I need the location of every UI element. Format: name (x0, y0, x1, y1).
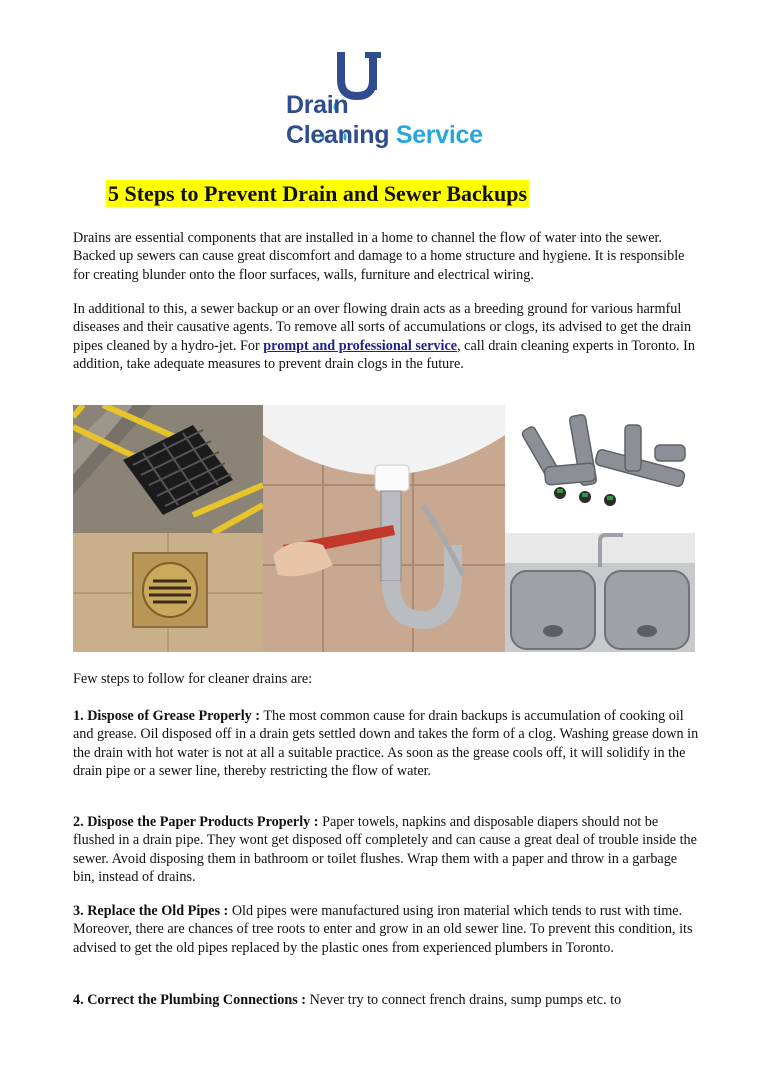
logo-line-1: Drain (286, 91, 349, 119)
professional-service-link[interactable]: prompt and professional service (263, 337, 458, 354)
second-paragraph (73, 300, 699, 373)
second-paragraph-text-b: , call drain cleaning experts in Toronto. In addition, take adequate measures to prevent drain clogs in the future. (73, 337, 695, 372)
logo-word-cleaning: Cleaning (286, 121, 390, 149)
floor-drain-image (73, 533, 263, 652)
steps-intro: Few steps to follow for cleaner drains are: (73, 671, 313, 687)
drain-image-collage (73, 405, 695, 652)
logo-word-service: Service (395, 121, 483, 149)
street-drain-image (73, 405, 263, 533)
kitchen-sink-image (505, 533, 695, 652)
step-3 (73, 902, 699, 957)
sink-pipe-repair-image (263, 405, 505, 652)
step-3-text: Old pipes were manufactured using iron material which tends to rust with time. Moreover, there are chances of tree roots to enter and grow in an old sewer line. To prevent this condition, its advised to get the old pipes replaced by the plastic ones from experienced plumbers in Toronto. (73, 903, 693, 956)
second-paragraph-text-a: In additional to this, a sewer backup or an over flowing drain acts as a breeding ground for various harmful diseases and their causative agents. To remove all sorts of accumulations or clogs, its advised to get the drain pipes cleaned by a hydro-jet. For (73, 301, 692, 354)
step-3-heading: 3. Replace the Old Pipes : (73, 903, 229, 919)
step-4 (73, 991, 699, 1009)
page-title: 5 Steps to Prevent Drain and Sewer Backups (108, 181, 528, 206)
logo (283, 50, 483, 154)
step-1-text: The most common cause for drain backups is accumulation of cooking oil and grease. Oil disposed off in a drain gets settled down and takes the form of a clog. Washing grease down in the drain with hot water is not at all a suitable practice. As soon as the grease cools off, it will solidify in the drain pipe or a sewer line, thereby restricting the flow of water. (73, 708, 699, 779)
step-2 (73, 813, 699, 886)
plastic-pipes-image (505, 405, 695, 533)
title-block (106, 181, 529, 207)
step-2-text: Paper towels, napkins and disposable diapers should not be flushed in a drain pipe. They wont get disposed off completely and can cause a great deal of trouble inside the sewer. Avoid disposing them in bathroom or toilet flushes. Wrap them with a paper and throw in a garbage bin, instead of drains. (73, 814, 697, 885)
step-4-text: Never try to connect french drains, sump pumps etc. to (306, 992, 622, 1008)
step-1-heading: 1. Dispose of Grease Properly : (73, 708, 261, 724)
intro-paragraph: Drains are essential components that are installed in a home to channel the flow of water into the sewer. Backed up sewers can cause great discomfort and damage to a home structure and hygiene. It is responsible for creating blunder onto the floor surfaces, walls, furniture and electrical wiring. (73, 230, 685, 283)
step-4-heading: 4. Correct the Plumbing Connections : (73, 992, 307, 1008)
step-1 (73, 707, 699, 780)
step-2-heading: 2. Dispose the Paper Products Properly : (73, 814, 319, 830)
logo-line-2 (286, 123, 483, 148)
